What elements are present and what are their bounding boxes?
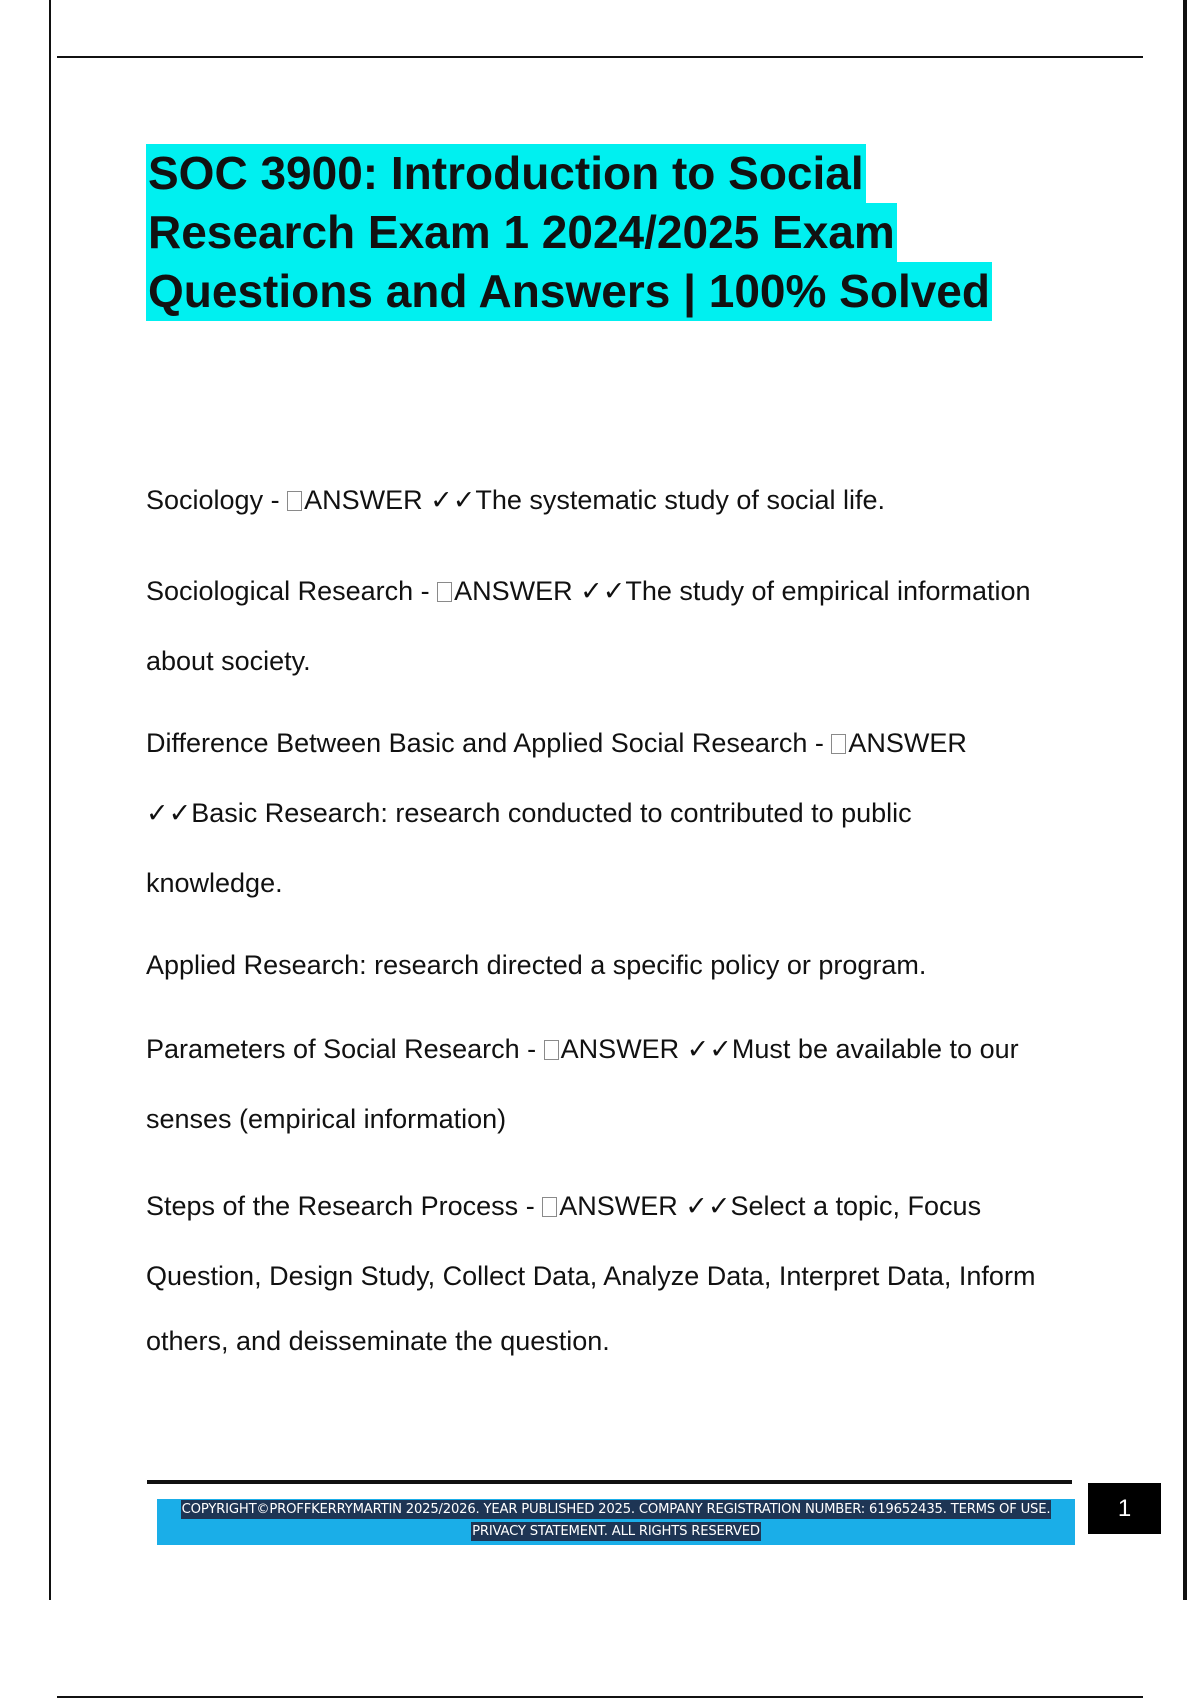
missing-glyph-icon bbox=[544, 1040, 559, 1060]
term-label: Sociology - bbox=[146, 485, 288, 515]
term-label: Sociological Research - bbox=[146, 576, 438, 606]
header-rule bbox=[57, 56, 1143, 58]
answer-text: ANSWER ✓✓Select a topic, Focus bbox=[559, 1191, 982, 1221]
page-border-right bbox=[1183, 0, 1187, 1600]
answer-text: ANSWER ✓✓The systematic study of social life. bbox=[304, 485, 885, 515]
term-label: Steps of the Research Process - bbox=[146, 1191, 543, 1221]
missing-glyph-icon bbox=[831, 734, 846, 754]
term-label: Difference Between Basic and Applied Social Research - bbox=[146, 728, 832, 758]
copyright-footer bbox=[157, 1499, 1075, 1545]
answer-continuation: ✓✓Basic Research: research conducted to contributed to public bbox=[146, 798, 912, 828]
copyright-line-1: COPYRIGHT©PROFFKERRYMARTIN 2025/2026. YEAR PUBLISHED 2025. COMPANY REGISTRATION NUMBER: 619652435. TERMS OF USE. bbox=[181, 1502, 1051, 1517]
answer-text: ANSWER bbox=[848, 728, 967, 758]
next-page-rule bbox=[57, 1696, 1143, 1698]
qa-sociological-research bbox=[146, 575, 1031, 607]
qa-steps bbox=[146, 1190, 981, 1222]
answer-continuation: knowledge. bbox=[146, 868, 283, 898]
missing-glyph-icon bbox=[542, 1197, 557, 1217]
answer-continuation: senses (empirical information) bbox=[146, 1104, 507, 1134]
title-line-1: SOC 3900: Introduction to Social bbox=[146, 144, 866, 203]
term-label: Parameters of Social Research - bbox=[146, 1034, 544, 1064]
qa-sociology bbox=[146, 484, 885, 516]
footer-rule bbox=[147, 1480, 1072, 1484]
page-border-left bbox=[49, 0, 51, 1600]
answer-text: ANSWER ✓✓The study of empirical information bbox=[454, 576, 1031, 606]
qa-parameters bbox=[146, 1033, 1019, 1065]
page-number: 1 bbox=[1088, 1483, 1161, 1534]
qa-basic-applied bbox=[146, 727, 967, 759]
document-title bbox=[146, 144, 1066, 321]
title-line-2: Research Exam 1 2024/2025 Exam bbox=[146, 203, 897, 262]
answer-continuation: others, and deisseminate the question. bbox=[146, 1326, 610, 1356]
copyright-line-2: PRIVACY STATEMENT. ALL RIGHTS RESERVED bbox=[472, 1524, 760, 1539]
answer-continuation: Question, Design Study, Collect Data, Analyze Data, Interpret Data, Inform bbox=[146, 1261, 1036, 1291]
answer-continuation: Applied Research: research directed a specific policy or program. bbox=[146, 950, 927, 980]
title-line-3: Questions and Answers | 100% Solved bbox=[146, 262, 992, 321]
answer-text: ANSWER ✓✓Must be available to our bbox=[560, 1034, 1019, 1064]
missing-glyph-icon bbox=[287, 491, 302, 511]
missing-glyph-icon bbox=[437, 582, 452, 602]
answer-continuation: about society. bbox=[146, 646, 311, 676]
